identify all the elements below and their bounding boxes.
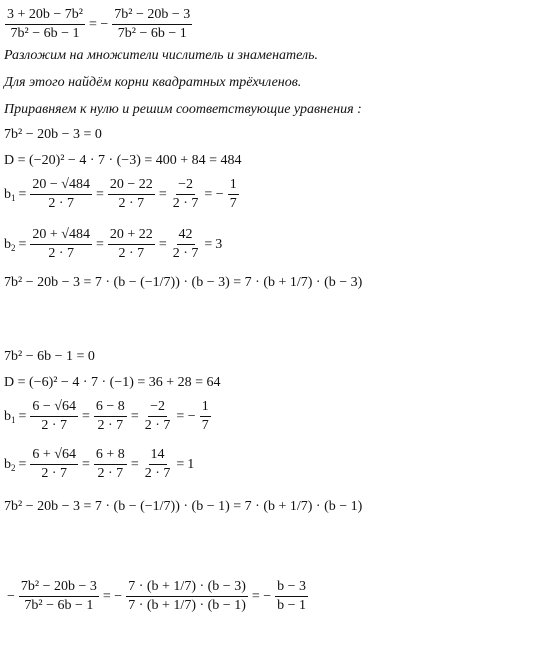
b1r2-num2: 20 + 22	[108, 228, 155, 245]
b2r2-den: 2 · 7	[41, 466, 68, 481]
block2-root2: $b_2$ = $\frac{6 + √64}{2 \cdot 7}$ = $\frac{6 + 8}{2 \cdot 7}$ = $\frac{14}{2 \cdot 7}$ = 1	[4, 447, 195, 481]
b2r2-num: 6 + √64	[30, 448, 78, 465]
b2r1-res-num: 1	[200, 400, 211, 417]
header-rhs-fraction	[112, 8, 192, 41]
note-find-roots: Для этого найдём корни квадратных трёхчленов.	[4, 75, 302, 90]
final-res-den: b − 1	[277, 598, 307, 613]
b1r1-den3: 2 · 7	[172, 196, 199, 211]
note-equate-zero: Приравняем к нулю и решим соответствующие уравнения :	[4, 102, 362, 117]
b2r2-den3: 2 · 7	[144, 466, 171, 481]
b1r1-res-den: 7	[229, 196, 237, 211]
b2r2-den2: 2 · 7	[97, 466, 124, 481]
block2-factorization: 7b² − 20b − 3 = 7 · (b − (−1/7)) · (b − 1) = 7 · (b + 1/7) · (b − 1)	[4, 499, 363, 514]
block2-discriminant: D = (−6)² − 4 · 7 · (−1) = 36 + 28 = 64	[4, 375, 221, 390]
block1-equation: 7b² − 20b − 3 = 0	[4, 127, 102, 142]
b1r1-den2: 2 · 7	[118, 196, 145, 211]
b2r1-num: 6 − √64	[30, 400, 78, 417]
header-equation: $\frac{\text{3 + 20b − 7b²}}{\text{7b² − 6b − 1}}$ = − $\frac{\text{7b² − 20b − 3}}{\text{7b² − 6b − 1}}$	[7, 7, 191, 41]
header-rhs-numerator: 7b² − 20b − 3	[112, 8, 192, 25]
block1-factorization: 7b² − 20b − 3 = 7 · (b − (−1/7)) · (b − 3) = 7 · (b + 1/7) · (b − 3)	[4, 275, 363, 290]
b2r2-result: 1	[187, 456, 195, 472]
final-middle-fraction	[126, 580, 248, 613]
final-equation: − $\frac{\text{7b² − 20b − 3}}{\text{7b² − 6b − 1}}$ = − $\frac{7 \cdot (b + 1/7) \cdot (b - 3)}{7 \cdot (b + 1/7) \cdot (b - 1)}$ = − $\frac{b - 3}{b - 1}$	[7, 579, 307, 613]
b1r2-num3: 42	[177, 228, 195, 245]
final-lhs-num: 7b² − 20b − 3	[19, 580, 99, 597]
b2r1-den2: 2 · 7	[97, 418, 124, 433]
b2r1-num3: −2	[148, 400, 167, 417]
b1r2-den2: 2 · 7	[118, 246, 145, 261]
final-res-num: b − 3	[275, 580, 308, 597]
block1-root1: $b_1$ = $\frac{20 - √484}{2 \cdot 7}$ = $\frac{20 - 22}{2 \cdot 7}$ = $\frac{-2}{2 \cdot 7}$ = − $\frac{1}{7}$	[4, 177, 237, 211]
b1r1-num2: 20 − 22	[108, 178, 155, 195]
final-lhs-den: 7b² − 6b − 1	[24, 598, 94, 613]
b1r2-den3: 2 · 7	[172, 246, 199, 261]
b1r1-res-num: 1	[228, 178, 239, 195]
header-rhs-denominator: 7b² − 6b − 1	[117, 26, 187, 41]
block1-root2: $b_2$ = $\frac{20 + √484}{2 \cdot 7}$ = $\frac{20 + 22}{2 \cdot 7}$ = $\frac{42}{2 \cdot 7}$ = 3	[4, 227, 223, 261]
b2r1-den3: 2 · 7	[144, 418, 171, 433]
header-lhs-fraction	[5, 8, 85, 41]
b1r1-num3: −2	[176, 178, 195, 195]
b1r2-result: 3	[215, 236, 223, 252]
b2r1-den: 2 · 7	[41, 418, 68, 433]
final-mid-den: 7 · (b + 1/7) · (b − 1)	[128, 598, 246, 613]
header-lhs-denominator: 7b² − 6b − 1	[10, 26, 80, 41]
b2r1-num2: 6 − 8	[94, 400, 127, 417]
block2-root1: $b_1$ = $\frac{6 - √64}{2 \cdot 7}$ = $\frac{6 - 8}{2 \cdot 7}$ = $\frac{-2}{2 \cdot 7}$ = − $\frac{1}{7}$	[4, 399, 209, 433]
block1-discriminant: D = (−20)² − 4 · 7 · (−3) = 400 + 84 = 484	[4, 153, 242, 168]
b2r1-res-den: 7	[201, 418, 209, 433]
final-mid-num: 7 · (b + 1/7) · (b − 3)	[126, 580, 248, 597]
b2r2-num3: 14	[149, 448, 167, 465]
note-factorize: Разложим на множители числитель и знаменатель.	[4, 48, 318, 63]
b1r1-num: 20 − √484	[30, 178, 92, 195]
header-lhs-numerator: 3 + 20b − 7b²	[5, 8, 85, 25]
b2r2-num2: 6 + 8	[94, 448, 127, 465]
b1r1-den: 2 · 7	[48, 196, 75, 211]
b1r2-num: 20 + √484	[30, 228, 92, 245]
b1r2-den: 2 · 7	[48, 246, 75, 261]
block2-equation: 7b² − 6b − 1 = 0	[4, 349, 95, 364]
